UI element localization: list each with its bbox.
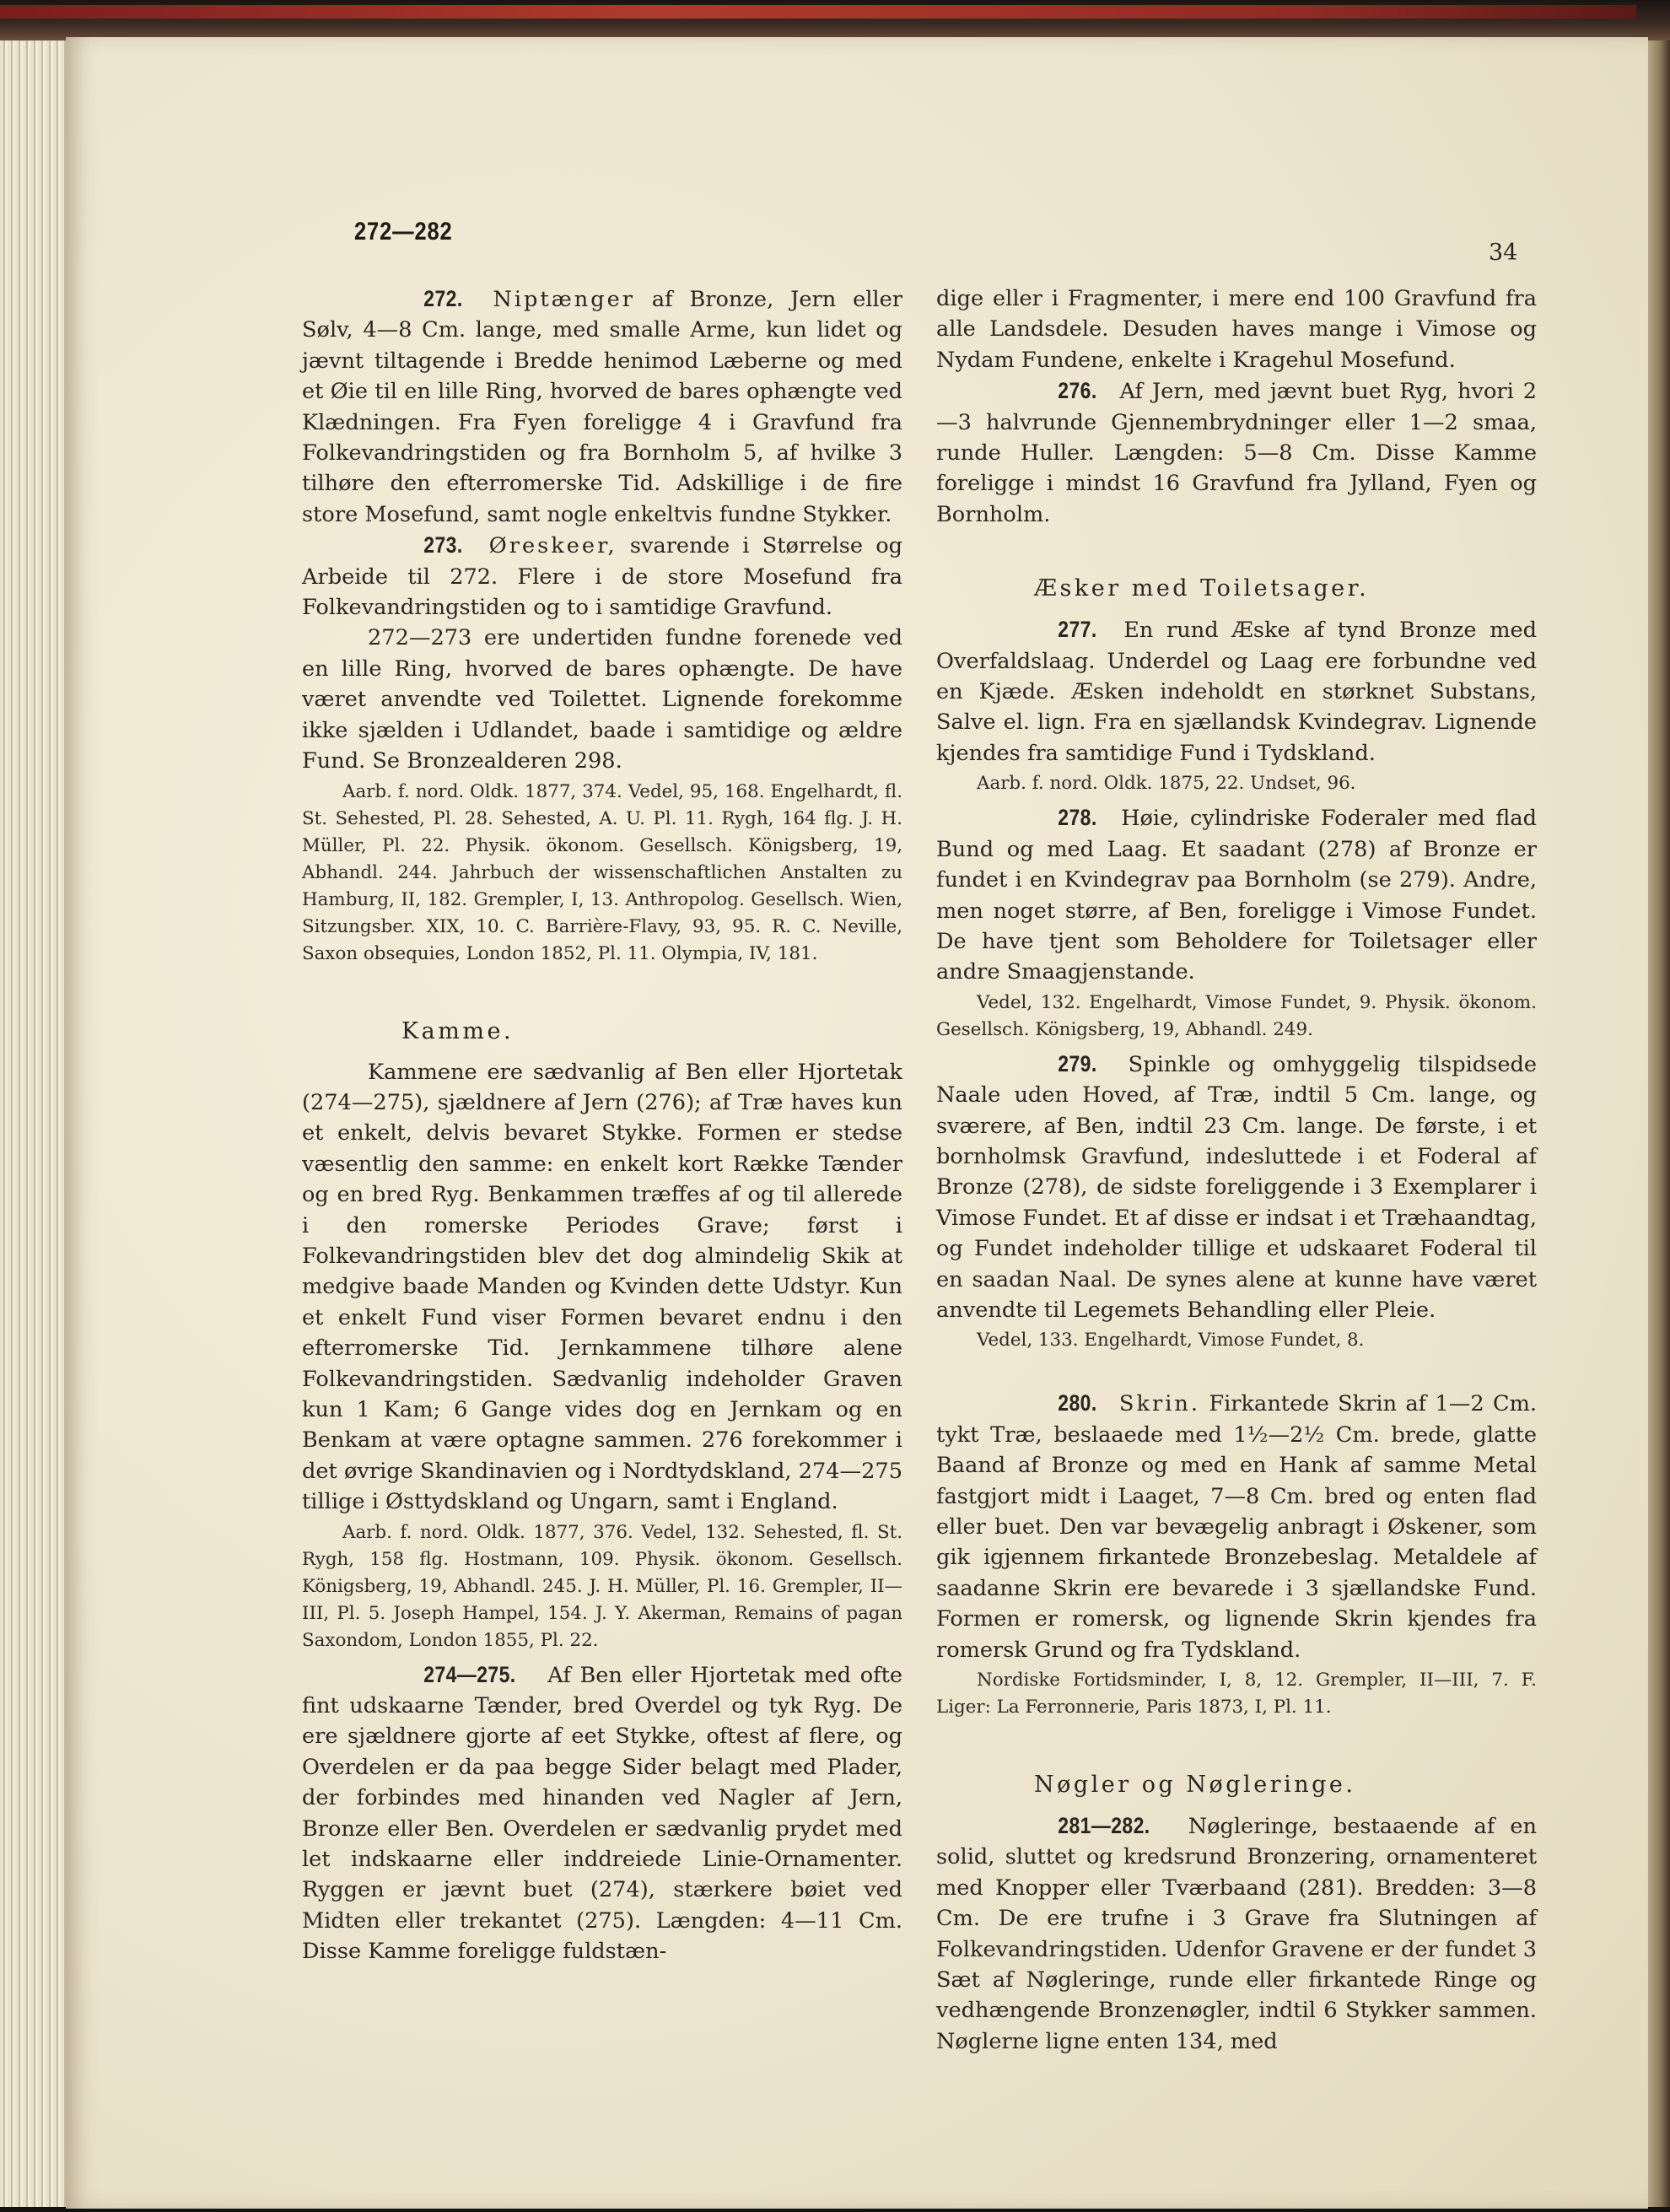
catalogue-entry — [302, 530, 902, 623]
entry-title: Skrin. — [1118, 1391, 1201, 1417]
paragraph: dige eller i Fragmenter, i mere end 100 Gravfund fra alle Landsdele. Desuden haves mange i Vimose og Nydam Fundene, enkelte i Kragehul Mosefund. — [936, 286, 1537, 373]
page-number: 34 — [1489, 240, 1518, 266]
entry-number: 274—275. — [423, 1661, 516, 1687]
page-stack-left — [0, 40, 76, 2207]
entry-number: 278. — [1058, 805, 1097, 831]
catalogue-entry — [302, 1659, 902, 1967]
entry-text: af Bronze, Jern eller Sølv, 4—8 Cm. lange, med smalle Arme, kun lidet og jævnt tiltagende i Bredde henimod Læberne og med et Øie til en lille Ring, hvorved de bares ophængte ved Klædningen. Fra Fyen foreligge 4 i Gravfund fra Folkevandringstiden og fra Bornholm 5, af hvilke 3 tilhøre den efterromerske Tid. Adskillige i de fire store Mosefund, samt nogle enkeltvis fundne Stykker. — [302, 287, 902, 527]
section-heading: Kamme. — [401, 1017, 514, 1044]
page-stack-right — [1646, 40, 1670, 2207]
spacer — [936, 1726, 1537, 1770]
catalogue-entry — [936, 802, 1537, 987]
left-column — [302, 283, 902, 1967]
spacer — [302, 973, 902, 1017]
entry-number: 273. — [423, 532, 463, 558]
catalogue-entry — [936, 614, 1537, 769]
paragraph: Kammene ere sædvanlig af Ben eller Hjortetak (274—275), sjældnere af Jern (276); af Træ haves kun et enkelt, delvis bevaret Stykke. Formen er stedse væsentlig den samme: en enkelt kort Række Tænder og en bred Ryg. Benkammen træffes af og til allerede i den romerske Periodes Grave; først i Folkevandringstiden blev det dog almindelig Skik at medgive baade Manden og Kvinden dette Udstyr. Kun et enkelt Fund viser Formen bevaret endnu i den efterromerske Tid. Jernkammene tilhøre alene Folkevandringstiden. Sædvanlig indeholder Graven kun 1 Kam; 6 Gange vides dog en Jernkam og en Benkam at være optagne sammen. 276 forekommer i det øvrige Skandinavien og i Nordtydskland, 274—275 tillige i Østtydskland og Ungarn, samt i England. — [302, 1059, 902, 1515]
entry-number: 272. — [423, 286, 463, 311]
entry-title: Niptænger — [493, 287, 636, 312]
entry-number: 280. — [1058, 1390, 1097, 1416]
entry-text: En rund Æske af tynd Bronze med Overfaldslaag. Underdel og Laag ere forbundne ved en Kjæde. Æsken indeholdt en størknet Substans, Salve el. lign. Fra en sjællandsk Kvindegrav. Lignende kjendes fra samtidige Fund i Tydskland. — [936, 618, 1537, 766]
section-heading: Æsker med Toiletsager. — [1034, 575, 1370, 602]
entry-text: Høie, cylindriske Foderaler med flad Bund og med Laag. Et saadant (278) af Bronze er fundet i en Kvindegrav paa Bornholm (se 279). Andre, men noget større, af Ben, foreligge i Vimose Fundet. De have tjent som Beholdere for Toiletsager eller andre Smaagjenstande. — [936, 806, 1537, 985]
spacer — [936, 1359, 1537, 1388]
right-column — [936, 283, 1537, 2057]
section-heading: Nøgler og Nøgleringe. — [1034, 1772, 1356, 1799]
reference-note: Vedel, 133. Engelhardt, Vimose Fundet, 8. — [977, 1330, 1365, 1351]
spacer — [936, 530, 1537, 574]
spine-band — [0, 5, 1636, 19]
spacer — [936, 1800, 1537, 1810]
spacer — [302, 1047, 902, 1057]
entry-text: svarende i Størrelse og Arbeide til 272. Flere i de store Mosefund fra Folkevandringstiden og to i samtidige Gravfund. — [302, 533, 903, 621]
entry-text: Af Ben eller Hjortetak med ofte fint udskaarne Tænder, bred Overdel og tyk Ryg. De ere sjældnere gjorte af eet Stykke, oftest af flere, og Overdelen er da paa begge Sider belagt med Plader, der forbindes med hinanden ved Nagler af Jern, Bronze eller Ben. Overdelen er sædvanlig prydet med let indskaarne eller inddreiede Linie-Ornamenter. Ryggen er jævnt buet (274), stærkere bøiet ved Midten eller trekantet (275). Længden: 4—11 Cm. Disse Kamme foreligge fuldstæn- — [302, 1662, 903, 1965]
reference-note: Aarb. f. nord. Oldk. 1875, 22. Undset, 96. — [977, 773, 1356, 795]
entry-number: 277. — [1058, 617, 1097, 643]
entry-title: Øreskeer, — [488, 533, 617, 559]
entry-number: 279. — [1058, 1050, 1097, 1076]
reference-note: Nordiske Fortidsminder, I, 8, 12. Grempler, II—III, 7. F. Liger: La Ferronnerie, Paris 1873, I, Pl. 11. — [936, 1670, 1537, 1718]
entry-number: 276. — [1058, 378, 1097, 404]
entry-number: 281—282. — [1058, 1813, 1150, 1839]
entry-text: Spinkle og omhyggelig tilspidsede Naale uden Hoved, af Træ, indtil 5 Cm. lange, og sværere, af Ben, indtil 23 Cm. lange. De første, i et bornholmsk Gravfund, indesluttede i et Foderal af Bronze (278), de sidste foreliggende i 3 Exemplarer i Vimose Fundet. Et af disse er indsat i et Træhaandtag, og Fundet indeholder tillige et udskaaret Foderal til en saadan Naal. De synes alene at kunne have været anvendte til Legemets Behandling eller Pleie. — [936, 1051, 1537, 1323]
catalogue-entry — [302, 283, 902, 530]
spacer — [936, 604, 1537, 614]
book-spine-top — [0, 0, 1670, 40]
catalogue-entry — [936, 1388, 1537, 1665]
reference-note: Aarb. f. nord. Oldk. 1877, 374. Vedel, 95, 168. Engelhardt, fl. St. Sehested, Pl. 28. Sehested, A. U. Pl. 11. Rygh, 164 flg. J. H. Müller, Pl. 22. Physik. ökonom. Gesellsch. Königsberg, 19, Abhandl. 244. Jahrbuch der wissenschaftlichen Anstalten zu Hamburg, II, 182. Grempler, I, 13. Anthropolog. Gesellsch. Wien, Sitzungsber. XIX, 10. C. Barrière-Flavy, 93, 95. R. C. Neville, Saxon obsequies, London 1852, Pl. 11. Olympia, IV, 181. — [302, 780, 902, 964]
paragraph: 272—273 ere undertiden fundne forenede ved en lille Ring, hvorved de bares ophængte. De have været anvendte ved Toilettet. Lignende forekomme ikke sjælden i Udlandet, baade i samtidige og ældre Fund. Se Bronzealderen 298. — [302, 625, 902, 774]
catalogue-entry — [936, 1810, 1537, 2057]
running-head: 272—282 — [354, 218, 453, 245]
entry-text: Firkantede Skrin af 1—2 Cm. tykt Træ, beslaaede med 1½—2½ Cm. brede, glatte Baand af Bronze og med en Hank af samme Metal fastgjort midt i Laaget, 7—8 Cm. bred og enten flad eller buet. Den var bevægelig anbragt i Øskener, som gik igjennem firkantede Bronzebeslag. Metaldele af saadanne Skrin ere bevarede i 3 sjællandske Fund. Formen er romersk, og lignende Skrin kjendes fra romersk Grund og fra Tydskland. — [936, 1391, 1537, 1663]
catalogue-entry — [936, 1049, 1537, 1326]
catalogue-entry — [936, 375, 1537, 530]
entry-text: Nøgleringe, bestaaende af en solid, sluttet og kredsrund Bronzering, ornamenteret med Knopper eller Tværbaand (281). Bredden: 3—8 Cm. De ere trufne i 3 Grave fra Slutningen af Folkevandringstiden. Udenfor Gravene er der fundet 3 Sæt af Nøgleringe, runde eller firkantede Ringe og vedhængende Bronzenøgler, indtil 6 Stykker sammen. Nøglerne ligne enten 134, med — [936, 1814, 1537, 2054]
reference-note: Vedel, 132. Engelhardt, Vimose Fundet, 9. Physik. ökonom. Gesellsch. Königsberg, 19, Abhandl. 249. — [936, 991, 1537, 1040]
entry-text: Af Jern, med jævnt buet Ryg, hvori 2—3 halvrunde Gjennembrydninger eller 1—2 smaa, runde Huller. Længden: 5—8 Cm. Disse Kamme foreligge i mindst 16 Gravfund fra Jylland, Fyen og Bornholm. — [936, 379, 1537, 527]
reference-note: Aarb. f. nord. Oldk. 1877, 376. Vedel, 132. Sehested, fl. St. Rygh, 158 flg. Hostmann, 109. Physik. ökonom. Gesellsch. Königsberg, 19, Abhandl. 245. J. H. Müller, Pl. 16. Grempler, II—III, Pl. 5. Joseph Hampel, 154. J. Y. Akerman, Remains of pagan Saxondom, London 1855, Pl. 22. — [302, 1521, 902, 1651]
